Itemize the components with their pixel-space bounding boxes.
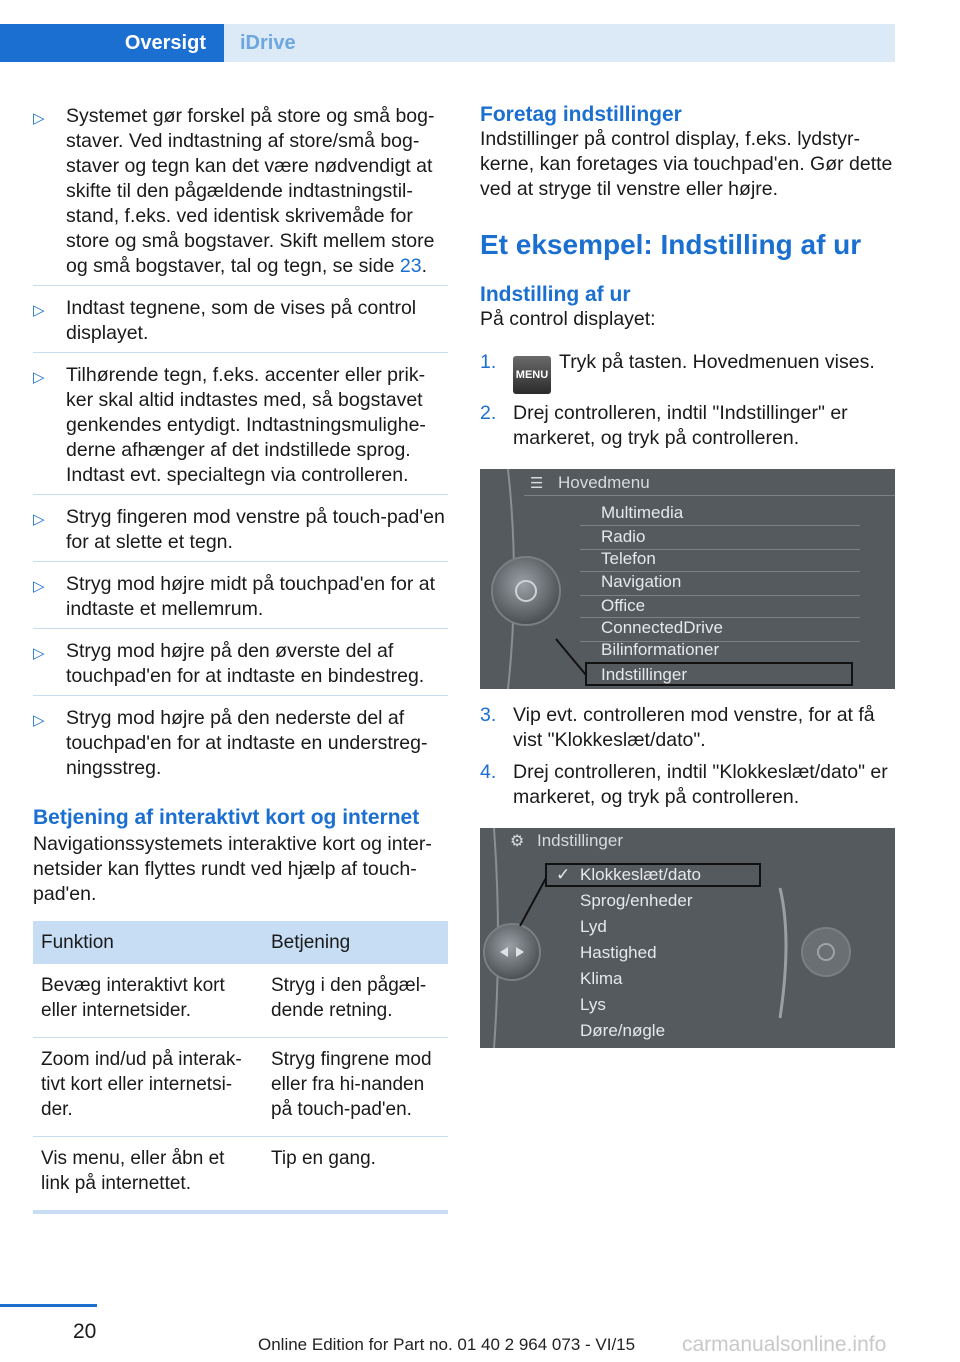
left-column (33, 102, 448, 1214)
menu-item: Lyd (580, 917, 607, 936)
menu-item: Radio (601, 527, 646, 546)
list-item: 1. MENUTryk på tasten. Hovedmenuen vises. (480, 350, 895, 394)
menu-item: Klima (580, 969, 623, 988)
settings-body: Indstillinger på control display, f.eks. lydstyr-kerne, kan foretages via touchpad'en. Gør dette ved at stryge til venstre eller højre. (480, 128, 893, 200)
menu-button-icon: MENU (513, 356, 551, 394)
triangle-bullet-icon: ▷ (33, 578, 45, 595)
screen-title: Hovedmenu (558, 473, 650, 492)
check-icon: ✓ (556, 865, 571, 884)
menu-item: Sprog/enheder (580, 891, 693, 910)
table-row (33, 964, 448, 1038)
screen-title: Indstillinger (537, 831, 623, 850)
triangle-bullet-icon: ▷ (33, 645, 45, 662)
bullet-list (33, 102, 448, 787)
page-header (0, 0, 895, 62)
menu-item: Bilinformationer (601, 640, 720, 659)
clock-title: Indstilling af ur (480, 283, 631, 306)
table-cell: Stryg fingrene mod eller fra hi-nanden på touch-pad'en. (263, 1038, 448, 1137)
column-header: Betjening (263, 921, 448, 964)
table-cell: Vis menu, eller åbn et link på internettet. (33, 1137, 263, 1213)
table-cell: Stryg i den pågæl-dende retning. (263, 964, 448, 1038)
clock-intro: På control displayet: (480, 308, 656, 330)
steps-list-a (480, 350, 895, 451)
list-item: 2. Drej controlleren, indtil "Indstillinger" er markeret, og tryk på controlleren. (480, 402, 848, 449)
triangle-bullet-icon: ▷ (33, 712, 45, 729)
menu-item: Hastighed (580, 943, 657, 962)
right-column (480, 102, 895, 1048)
menu-item: Navigation (601, 572, 682, 591)
tab-oversigt[interactable]: Oversigt (0, 24, 224, 62)
triangle-bullet-icon: ▷ (33, 302, 45, 319)
triangle-bullet-icon: ▷ (33, 511, 45, 528)
section-body: Navigationssystemets interaktive kort og inter-netsider kan flyttes rundt ved hjælp af touch-pad'en. (33, 833, 432, 905)
triangle-bullet-icon: ▷ (33, 369, 45, 386)
tab-idrive[interactable]: iDrive (224, 24, 895, 62)
operation-table (33, 921, 448, 1214)
list-item: ▷ Stryg mod højre på den nederste del af touchpad'en for at indtaste en understreg-ningsstreg. (33, 707, 428, 779)
table-row (33, 1137, 448, 1213)
table-cell: Bevæg interaktivt kort eller internetsider. (33, 964, 263, 1038)
controller-arrows-icon (480, 828, 895, 1048)
edition-text: Online Edition for Part no. 01 40 2 964 073 - VI/15 (258, 1335, 636, 1354)
settings-title: Foretag indstillinger (480, 103, 682, 126)
menu-item-selected: Indstillinger (601, 665, 687, 684)
menu-item: Office (601, 596, 646, 615)
list-item: ▷ Stryg mod højre midt på touchpad'en for at indtaste et mellemrum. (33, 570, 448, 629)
column-header: Funktion (33, 921, 263, 964)
steps-list-b (480, 703, 895, 810)
list-item: ▷ Tilhørende tegn, f.eks. accenter eller prik-ker skal altid indtastes med, så bogstavet genkendes entydigt. Indtastningsmulighe-derne afhænger af det indstillede sprog. Indtast evt. specialtegn via controlleren. (33, 361, 448, 495)
table-row (33, 1038, 448, 1137)
menu-item: ConnectedDrive (601, 618, 723, 637)
footer-rule (0, 1304, 97, 1307)
table-header-row (33, 921, 448, 964)
menu-item: Multimedia (601, 503, 684, 522)
page-link[interactable]: 23 (399, 255, 422, 277)
table-cell: Zoom ind/ud på interak-tivt kort eller internetsi-der. (33, 1038, 263, 1137)
list-item: 4. Drej controlleren, indtil "Klokkeslæt/dato" er markeret, og tryk på controlleren. (480, 761, 888, 808)
list-item: 3. Vip evt. controlleren mod venstre, for at få vist "Klokkeslæt/dato". (480, 704, 875, 751)
menu-item: Telefon (601, 549, 656, 568)
menu-item: Lys (580, 995, 606, 1014)
table-cell: Tip en gang. (263, 1137, 448, 1213)
watermark: carmanualsonline.info (682, 1333, 887, 1356)
gear-icon: ⚙ (510, 833, 525, 850)
list-item: ▷ Stryg mod højre på den øverste del af touchpad'en for at indtaste en bindestreg. (33, 637, 448, 696)
list-item: ▷ Stryg fingeren mod venstre på touch-pad'en for at slette et tegn. (33, 503, 448, 562)
triangle-bullet-icon: ▷ (33, 110, 45, 127)
menu-item-selected: Klokkeslæt/dato (580, 865, 701, 884)
list-item: ▷ Indtast tegnene, som de vises på control displayet. (33, 294, 448, 353)
indstillinger-screenshot (480, 828, 895, 1048)
menu-item: Døre/nøgle (580, 1021, 666, 1040)
section-title: Betjening af interaktivt kort og internet (33, 806, 420, 829)
list-item: ▷ Systemet gør forskel på store og små bog-staver. Ved indtastning af store/små bog-staver og tegn kan det være nødvendigt at skifte til den pågældende indtastningstil-stand, f.eks. ved identisk skrivemåde for store og små bogstaver. Skift mellem store og små bogstaver, tal og tegn, se side 23. (33, 102, 448, 286)
list-icon: ☰ (530, 475, 544, 492)
page-number: 20 (73, 1320, 97, 1343)
hovedmenu-screenshot (480, 469, 895, 689)
example-title: Et eksempel: Indstilling af ur (480, 229, 862, 260)
